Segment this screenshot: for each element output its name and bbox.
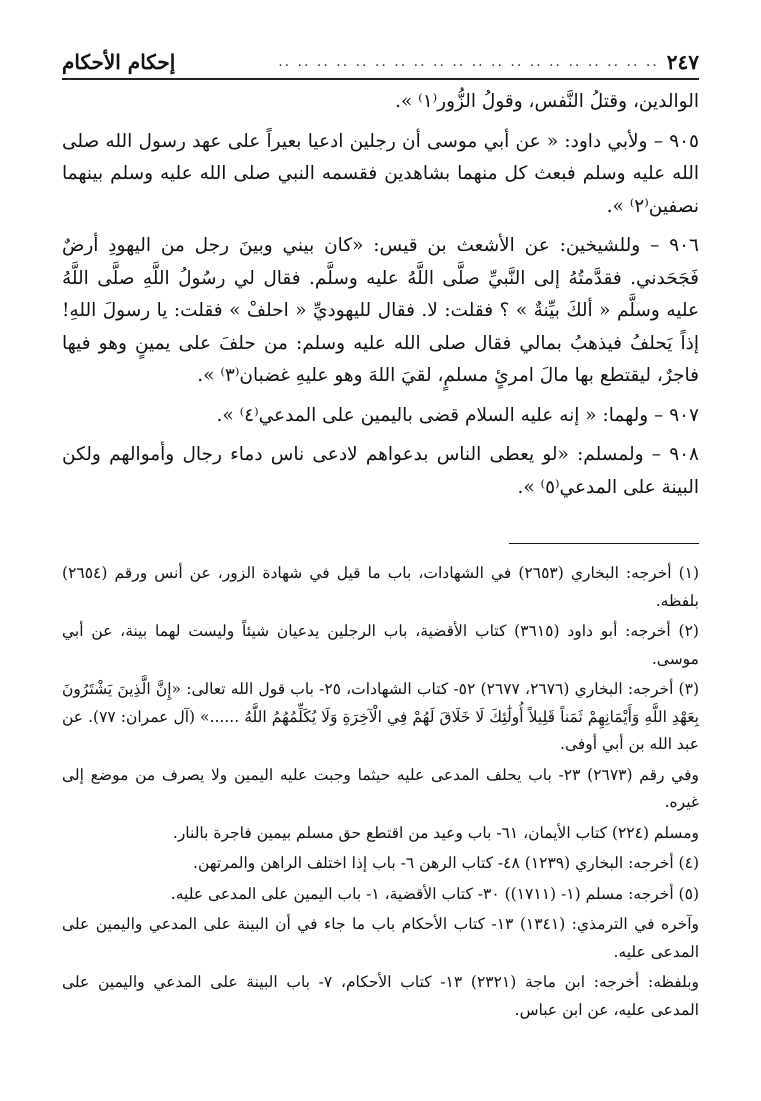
paragraph: الوالدين، وقتلُ النَّفس، وقولُ الزُّور⁽١⁾ ». bbox=[395, 91, 699, 112]
footnote-1: (١) أخرجه: البخاري (٢٦٥٣) في الشهادات، باب ما قيل في شهادة الزور، عن أنس ورقم (٢٦٥٤) بلفظه. bbox=[62, 564, 700, 610]
hadith-907: ٩٠٧ – ولهما: « إنه عليه السلام قضى باليمين على المدعي⁽٤⁾ ». bbox=[216, 404, 699, 426]
header-dot-leader: .. .. .. .. .. .. .. .. .. .. .. .. .. .. .. .. .. .. .. .. bbox=[278, 54, 659, 70]
page-number: ٢٤٧ bbox=[666, 50, 699, 74]
footnote-5-cont-b: وبلفظه: أخرجه: ابن ماجة (٢٣٢١) ١٣- كتاب الأحكام، ٧- باب البينة على المدعي واليمين على المدعى عليه، عن ابن عباس. bbox=[62, 973, 699, 1019]
footnote-5: (٥) أخرجه: مسلم (١- (١٧١١)) ٣٠- كتاب الأقضية، ١- باب اليمين على المدعى عليه. bbox=[170, 884, 699, 903]
hadith-906: ٩٠٦ – وللشيخين: عن الأشعث بن قيس: «كان بيني وبينَ رجل من اليهودِ أرضٌ فَجَحَدني. فقدَّمتُهُ إلى النَّبيِّ صلَّى اللَّهُ عليه وسلَّم. فقال لي رسُولُ اللَّهِ صلَّى اللَّهُ عليه وسلَّم « ألكَ بيِّنةٌ » ؟ فقلت: لا. فقال لليهوديِّ « احلفْ » فقلت: يا رسولَ اللهِ! إذاً يَحلفُ فيذهبُ بمالي فقال صلى الله عليه وسلم: من حلفَ على يمينٍ وهو فيها فاجرٌ، ليقتطع بها مالَ امرئٍ مسلمٍ، لقيَ اللهَ وهو عليهِ غضبان⁽٣⁾ ». bbox=[62, 235, 699, 386]
footnote-3-cont-a: وفي رقم (٢٦٧٣) ٢٣- باب يحلف المدعى عليه حيثما وجبت عليه اليمين ولا يصرف من موضع إلى غيره. bbox=[62, 765, 699, 811]
hadith-908: ٩٠٨ – ولمسلم: «لو يعطى الناس بدعواهم لادعى ناس دماء رجال وأموالهم ولكن البينة على المدعي⁽٥⁾ ». bbox=[62, 444, 699, 498]
footnote-3-cont-b: ومسلم (٢٢٤) كتاب الأيمان، ٦١- باب وعيد من اقتطع حق مسلم بيمين فاجرة بالنار. bbox=[172, 823, 699, 842]
footnote-2: (٢) أخرجه: أبو داود (٣٦١٥) كتاب الأقضية، باب الرجلين يدعيان شيئاً وليست لهما بينة، عن أبي موسى. bbox=[62, 622, 699, 668]
footnote-separator bbox=[509, 543, 699, 544]
main-text bbox=[62, 86, 699, 511]
running-header bbox=[62, 46, 699, 80]
footnote-3: (٣) أخرجه: البخاري (٢٦٧٦، ٢٦٧٧) ٥٢- كتاب الشهادات، ٢٥- باب قول الله تعالى: «إِنَّ الَّذِينَ يَشْتَرُونَ بِعَهْدِ اللَّهِ وَأَيْمَانِهِمْ ثَمَناً قَلِيلاً أُولَٰئِكَ لَا خَلَاقَ لَهُمْ فِي الْآخِرَةِ وَلَا يُكَلِّمُهُمُ اللَّهُ ......» (آل عمران: ٧٧). عن عبد الله بن أبي أوفى. bbox=[62, 680, 699, 753]
footnote-5-cont-a: وآخره في الترمذي: (١٣٤١) ١٣- كتاب الأحكام باب ما جاء في أن البينة على المدعي واليمين على المدعى عليه. bbox=[62, 915, 699, 961]
footnotes bbox=[62, 560, 699, 1027]
hadith-905: ٩٠٥ – ولأبي داود: « عن أبي موسى أن رجلين ادعيا بعيراً على عهد رسول الله صلى الله عليه وسلم فبعث كل منهما بشاهدين فقسمه النبي صلى الله عليه وسلم بينهما نصفين⁽٢⁾ ». bbox=[62, 130, 699, 217]
book-title: إحكام الأحكام bbox=[62, 50, 176, 74]
footnote-4: (٤) أخرجه: البخاري (١٢٣٩) ٤٨- كتاب الرهن ٦- باب إذا اختلف الراهن والمرتهن. bbox=[193, 854, 699, 872]
